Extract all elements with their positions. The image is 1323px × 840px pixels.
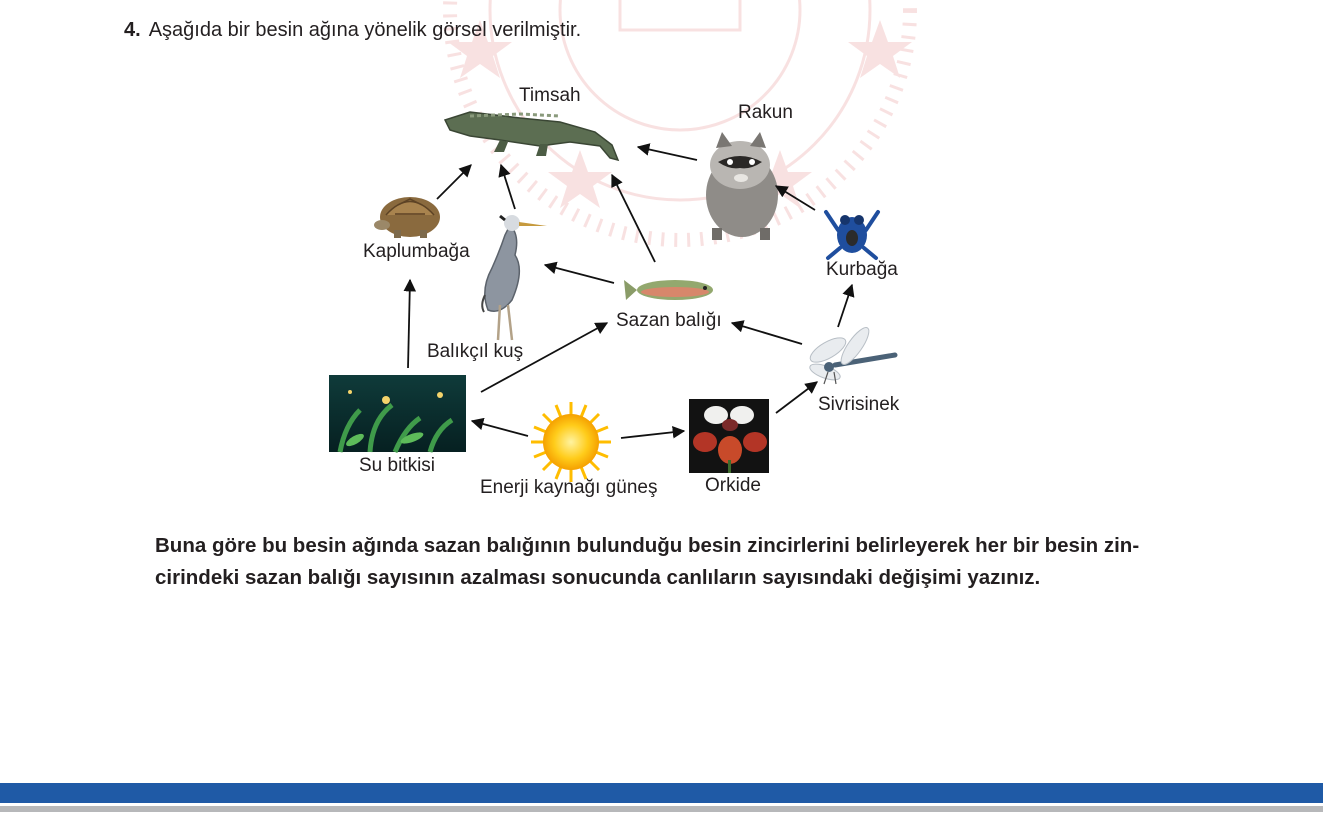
frog-image xyxy=(826,212,878,258)
crocodile-image xyxy=(445,112,618,160)
arrow-kurbaga-to-rakun xyxy=(776,186,815,210)
label-gunes: Enerji kaynağı güneş xyxy=(480,477,658,498)
footer-band-grey xyxy=(0,806,1323,812)
label-orkide: Orkide xyxy=(705,475,761,496)
question-text-line-1: Buna göre bu besin ağında sazan balığının bulunduğu besin zincirlerini belirleyerek her bir besin zin- xyxy=(155,534,1140,557)
tortoise-image xyxy=(374,197,440,238)
label-rakun: Rakun xyxy=(738,102,793,123)
raccoon-image xyxy=(706,132,778,240)
arrow-sazan-to-timsah xyxy=(612,175,655,262)
label-kaplumbaga: Kaplumbağa xyxy=(363,241,470,262)
heron-image xyxy=(482,215,547,340)
label-kurbaga: Kurbağa xyxy=(826,259,898,280)
label-sazan: Sazan balığı xyxy=(616,310,722,331)
arrow-gunes-to-subitkisi xyxy=(472,421,528,436)
label-sivrisinek: Sivrisinek xyxy=(818,394,900,415)
label-balikcil: Balıkçıl kuş xyxy=(427,341,524,362)
orchid-image xyxy=(689,399,769,473)
question-number: 4. xyxy=(124,19,141,41)
water-plant-image xyxy=(329,375,466,452)
fish-image xyxy=(624,280,713,300)
question-intro-text: Aşağıda bir besin ağına yönelik görsel verilmiştir. xyxy=(148,19,582,41)
arrow-gunes-to-orkide xyxy=(621,431,684,438)
arrow-sivrisinek-to-kurbaga xyxy=(838,285,852,327)
label-timsah: Timsah xyxy=(519,85,581,106)
arrow-sazan-to-balikcil xyxy=(545,265,614,283)
label-su-bitkisi: Su bitkisi xyxy=(359,455,436,476)
arrow-kaplumbaga-to-timsah xyxy=(437,165,471,199)
arrow-subitkisi-to-kaplumbaga xyxy=(408,280,410,368)
arrow-rakun-to-timsah xyxy=(638,147,697,160)
question-prompt xyxy=(155,530,1225,594)
arrow-orkide-to-sivrisinek xyxy=(776,382,817,413)
arrow-sivrisinek-to-sazan xyxy=(732,323,802,344)
sun-image xyxy=(531,402,611,482)
footer-band-blue xyxy=(0,783,1323,803)
dragonfly-image xyxy=(807,324,895,384)
question-text-line-2: cirindeki sazan balığı sayısının azalması sonucunda canlıların sayısındaki değişimi yazınız. xyxy=(155,566,1041,589)
arrow-balikcil-to-timsah xyxy=(501,165,515,209)
